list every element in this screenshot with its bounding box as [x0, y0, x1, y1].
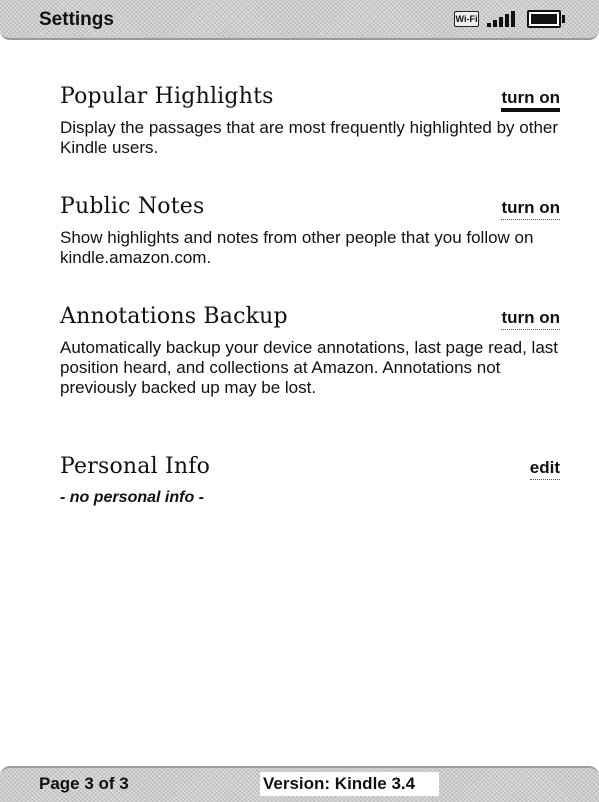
- section-description: Show highlights and notes from other people that you follow on kindle.amazon.com.: [60, 228, 534, 267]
- turn-on-public-notes-button[interactable]: turn on: [501, 198, 560, 220]
- turn-on-popular-highlights-button[interactable]: turn on: [501, 88, 560, 112]
- section-description: Automatically backup your device annotations, last page read, last position heard, and collections at Amazon. Annotations not previously backed up may be lost.: [60, 338, 559, 397]
- page-indicator: Page 3 of 3: [39, 774, 129, 793]
- section-description: Display the passages that are most frequently highlighted by other Kindle users.: [60, 118, 559, 157]
- status-icons: [454, 10, 561, 28]
- section-popular-highlights: [60, 84, 560, 164]
- wifi-icon: Wi-Fi: [454, 11, 479, 27]
- page-title: Settings: [39, 9, 114, 30]
- footer-bar: [0, 766, 599, 802]
- edit-personal-info-button[interactable]: edit: [530, 458, 560, 480]
- version-label: Version: Kindle 3.4: [260, 772, 439, 796]
- section-public-notes: [60, 194, 560, 274]
- section-title: Annotations Backup: [60, 304, 288, 329]
- section-title: Popular Highlights: [60, 84, 274, 109]
- section-title: Public Notes: [60, 194, 205, 219]
- battery-icon: [527, 10, 561, 28]
- section-annotations-backup: [60, 304, 560, 424]
- section-personal-info: [60, 454, 560, 514]
- signal-strength-icon: [487, 11, 517, 27]
- status-bar: [0, 0, 599, 40]
- section-description: - no personal info -: [60, 489, 204, 506]
- section-title: Personal Info: [60, 454, 211, 479]
- turn-on-annotations-backup-button[interactable]: turn on: [501, 308, 560, 330]
